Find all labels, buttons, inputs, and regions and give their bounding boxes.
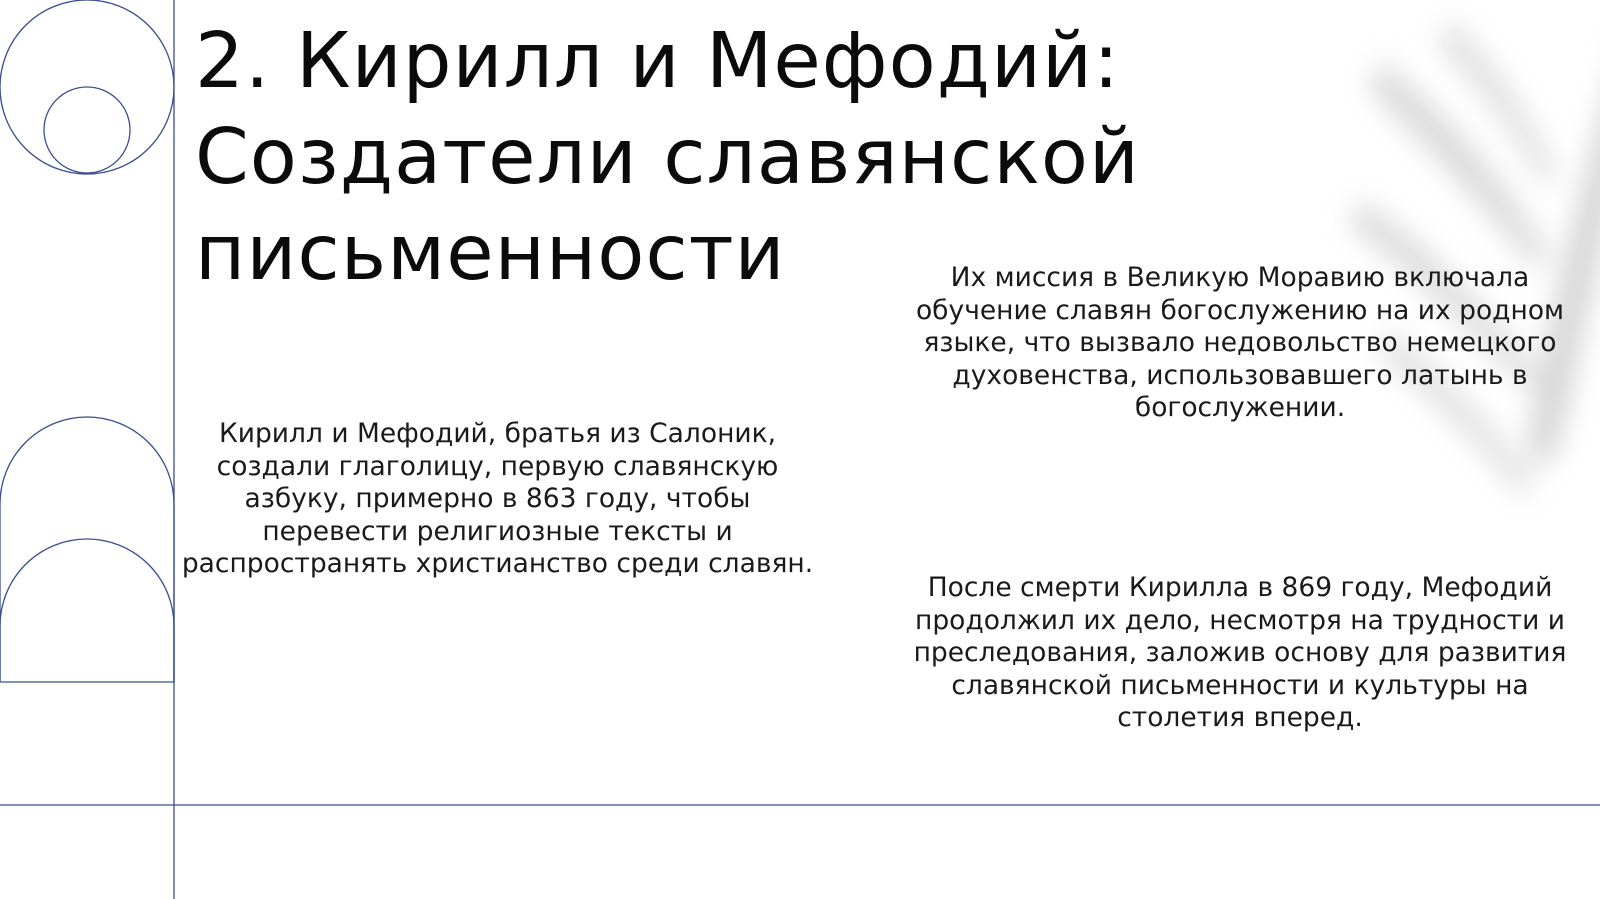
title-line: 2. Кирилл и Мефодий: xyxy=(195,17,1121,106)
decor-outer-arch xyxy=(0,417,174,682)
paragraph-glagolitic: Кирилл и Мефодий, братья из Салоник, создали глаголицу, первую славянскую азбуку, примерно в 863 году, чтобы перевести религиозные тексты и распространять христианство среди славян. xyxy=(181,418,814,579)
title-line: Создатели славянской xyxy=(195,113,1140,202)
slide-title xyxy=(195,14,1395,302)
decor-inner-arch xyxy=(0,539,174,682)
title-line: письменности xyxy=(195,209,786,298)
paragraph-moravia-mission: Их миссия в Великую Моравию включала обучение славян богослужению на их родном языке, что вызвало недовольство немецкого духовенства, использовавшего латынь в богослужении. xyxy=(915,262,1565,423)
paragraph-methodius-legacy: После смерти Кирилла в 869 году, Мефодий продолжил их дело, несмотря на трудности и преследования, заложив основу для развития славянской письменности и культуры на столетия вперед. xyxy=(913,572,1567,733)
decor-small-circle xyxy=(44,87,130,173)
